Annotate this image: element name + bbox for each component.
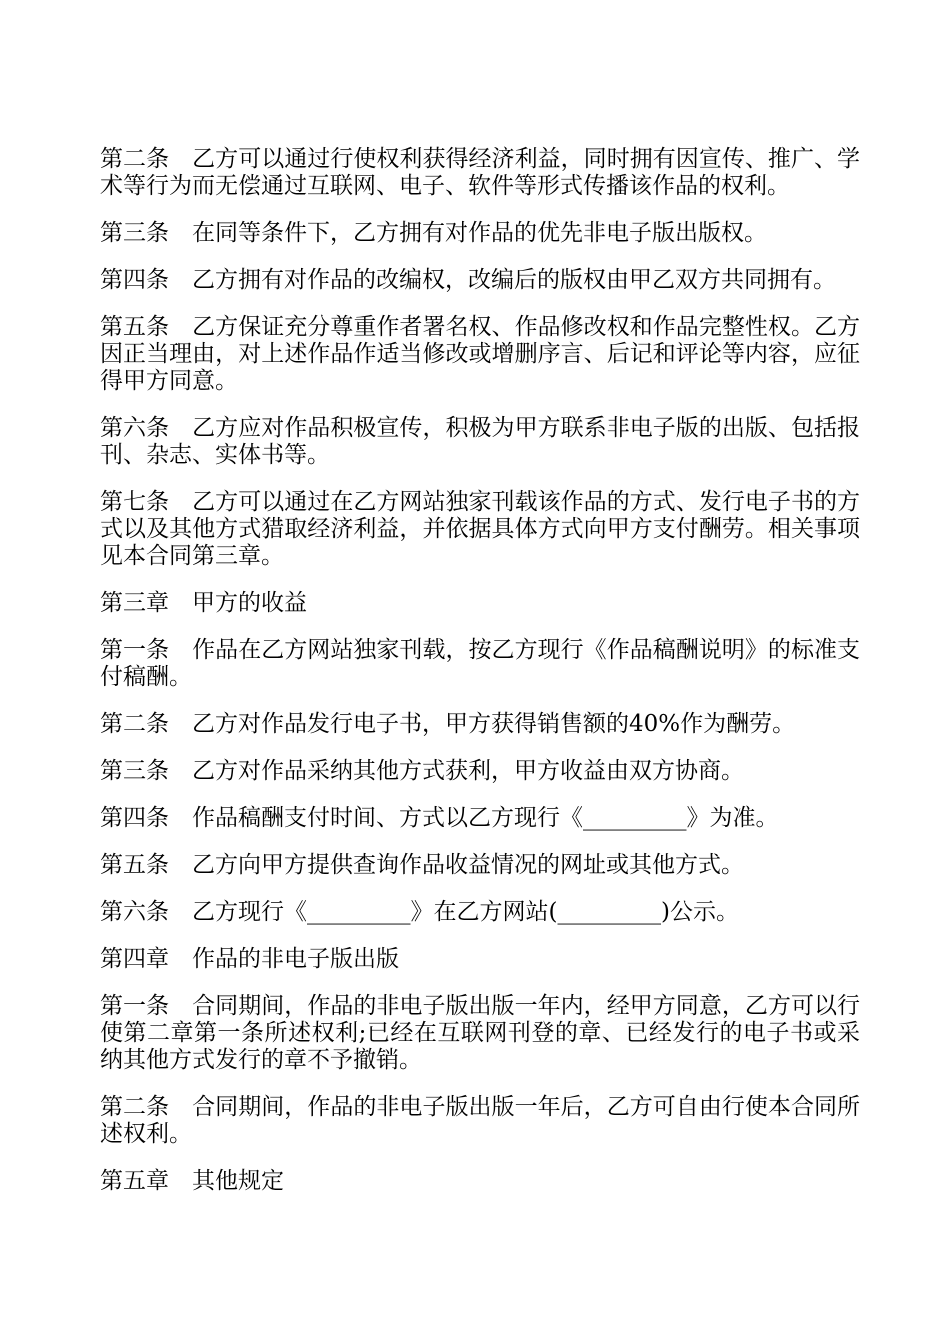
chapter-5-heading: 第五章 其他规定 (100, 1168, 284, 1194)
clause-3-4: 第四条 作品稿酬支付时间、方式以乙方现行《_________》为准。 (100, 805, 779, 831)
clause-2-7: 第七条 乙方可以通过在乙方网站独家刊载该作品的方式、发行电子书的方式以及其他方式猎取经济利益，并依据具体方式向甲方支付酬劳。相关事项见本合同第三章。 (100, 489, 860, 569)
clause-2-4: 第四条 乙方拥有对作品的改编权，改编后的版权由甲乙双方共同拥有。 (100, 267, 836, 293)
clause-3-1: 第一条 作品在乙方网站独家刊载，按乙方现行《作品稿酬说明》的标准支付稿酬。 (100, 637, 860, 690)
clause-2-6: 第六条 乙方应对作品积极宣传，积极为甲方联系非电子版的出版、包括报刊、杂志、实体书等。 (100, 415, 860, 468)
clause-4-1: 第一条 合同期间，作品的非电子版出版一年内，经甲方同意，乙方可以行使第二章第一条所述权利;已经在互联网刊登的章、已经发行的电子书或采纳其他方式发行的章不予撤销。 (100, 993, 860, 1073)
chapter-3-heading: 第三章 甲方的收益 (100, 590, 307, 616)
document-body (100, 146, 860, 1215)
clause-2-2: 第二条 乙方可以通过行使权利获得经济利益，同时拥有因宣传、推广、学术等行为而无偿通过互联网、电子、软件等形式传播该作品的权利。 (100, 146, 860, 199)
clause-3-5: 第五条 乙方向甲方提供查询作品收益情况的网址或其他方式。 (100, 852, 744, 878)
clause-3-2: 第二条 乙方对作品发行电子书，甲方获得销售额的40%作为酬劳。 (100, 711, 796, 737)
clause-3-3: 第三条 乙方对作品采纳其他方式获利，甲方收益由双方协商。 (100, 758, 744, 784)
clause-4-2: 第二条 合同期间，作品的非电子版出版一年后，乙方可自由行使本合同所述权利。 (100, 1094, 860, 1147)
clause-3-6: 第六条 乙方现行《_________》在乙方网站(_________)公示。 (100, 899, 739, 925)
clause-2-3: 第三条 在同等条件下，乙方拥有对作品的优先非电子版出版权。 (100, 220, 767, 246)
chapter-4-heading: 第四章 作品的非电子版出版 (100, 946, 399, 972)
clause-2-5: 第五条 乙方保证充分尊重作者署名权、作品修改权和作品完整性权。乙方因正当理由，对上述作品作适当修改或增删序言、后记和评论等内容，应征得甲方同意。 (100, 314, 860, 394)
